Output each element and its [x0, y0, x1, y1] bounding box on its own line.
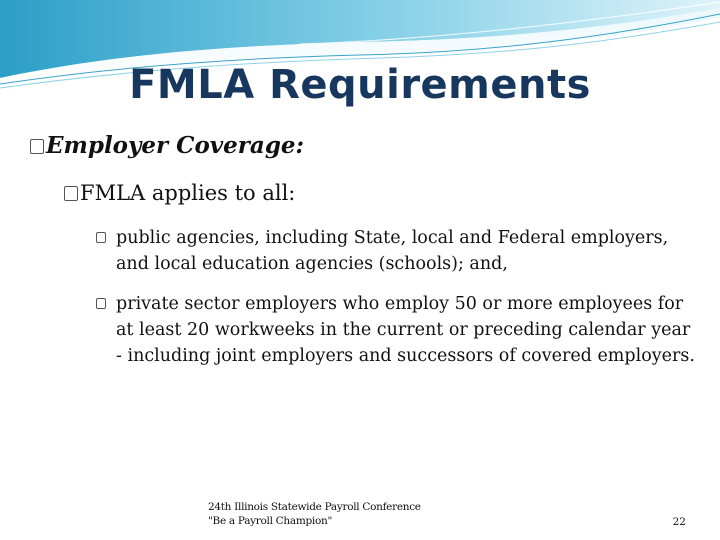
- page-number: 22: [672, 516, 686, 528]
- bullet-level3: [96, 225, 696, 277]
- bullet-level3-text: private sector employers who employ 50 or more employees for at least 20 workweeks in the current or preceding calendar year - including joint employers and successors of covered employers.: [116, 294, 695, 366]
- checkbox-bullet-icon: [96, 298, 106, 309]
- bullet-level2-text: FMLA applies to all:: [80, 181, 296, 205]
- bullet-level2: [64, 181, 295, 205]
- checkbox-bullet-icon: [64, 186, 78, 201]
- checkbox-bullet-icon: [30, 139, 44, 154]
- slide-title: FMLA Requirements: [129, 62, 591, 108]
- bullet-level3: [96, 291, 696, 369]
- bullet-level3-text: public agencies, including State, local and Federal employers, and local education agencies (schools); and,: [116, 228, 669, 274]
- checkbox-bullet-icon: [96, 232, 106, 243]
- footer-conference-name: 24th Illinois Statewide Payroll Conference: [208, 501, 421, 513]
- footer-tagline: "Be a Payroll Champion": [208, 515, 332, 527]
- slide-footer: [208, 500, 421, 528]
- bullet-level1: [30, 132, 304, 159]
- bullet-level1-text: Employer Coverage:: [46, 132, 305, 159]
